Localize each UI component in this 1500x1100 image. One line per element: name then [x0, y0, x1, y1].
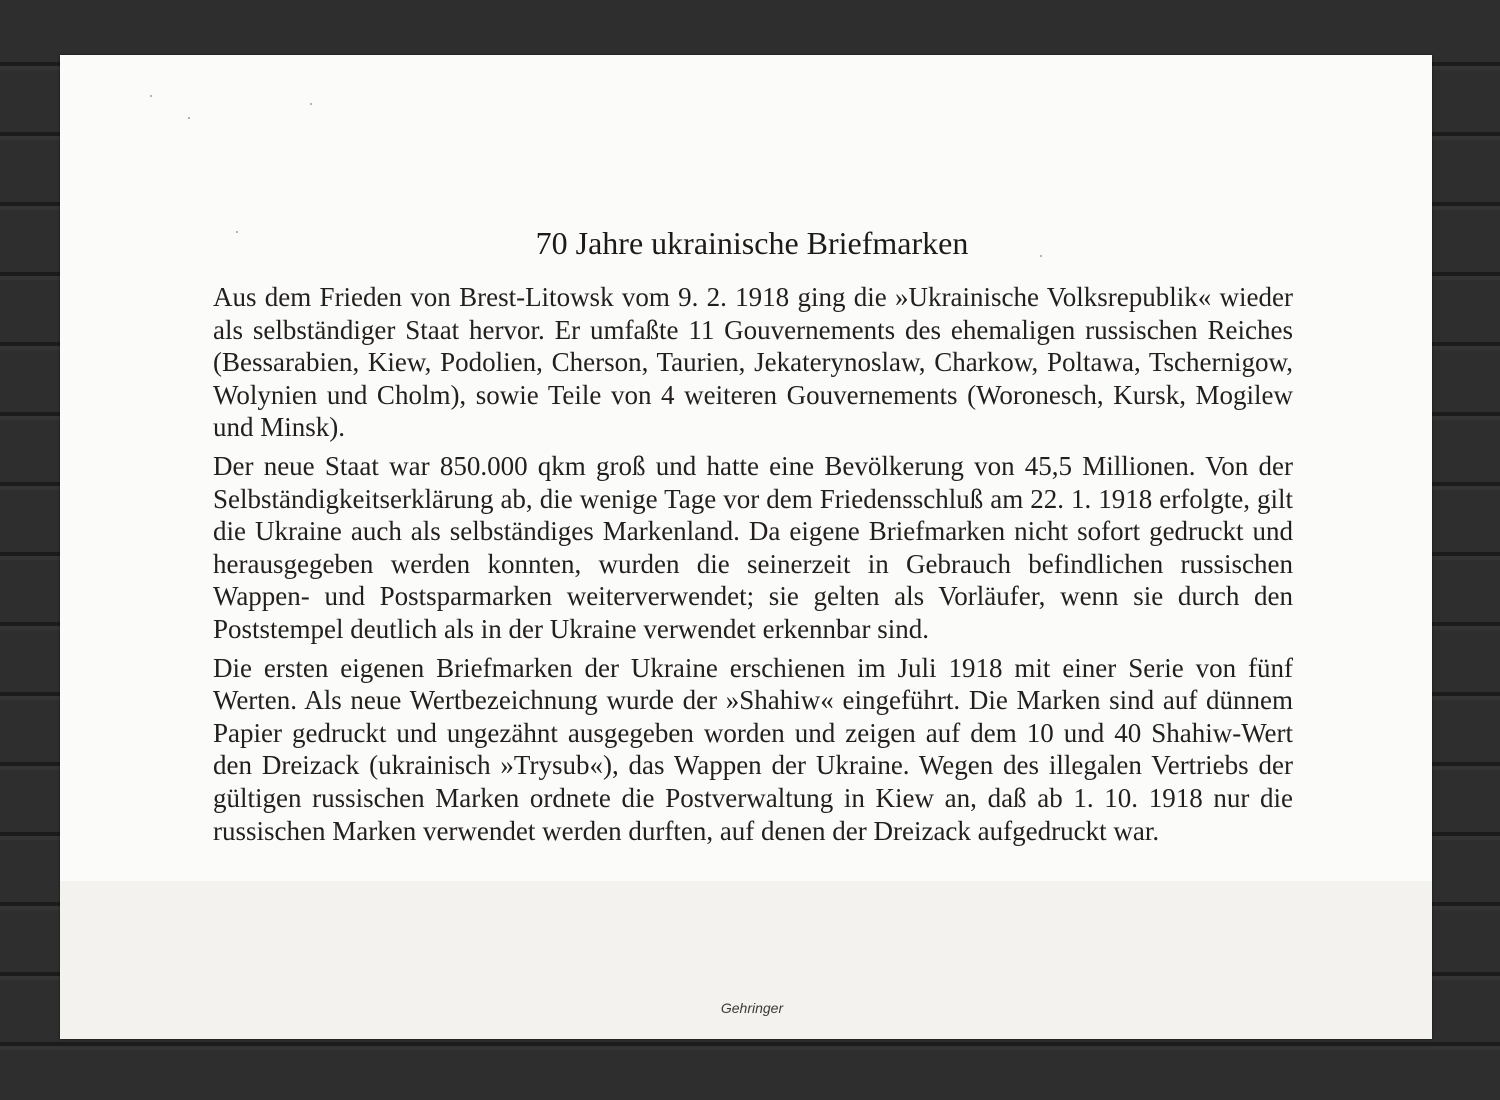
page-title: 70 Jahre ukrainische Briefmarken [535, 225, 969, 261]
paper-speck [310, 103, 312, 105]
paper-speck [150, 95, 152, 97]
body-text [213, 281, 1293, 853]
paragraph-1: Aus dem Frieden von Brest-Litowsk vom 9. 2. 1918 ging die »Ukrainische Volksrepublik« wieder als selbständiger Staat hervor. Er umfaßte 11 Gouvernements des ehemaligen russischen Reiches (Bessarabien, Kiew, Podolien, Cherson, Taurien, Jekaterynoslaw, Charkow, Poltawa, Tschernigow, Wolynien und Cholm), sowie Teile von 4 weiteren Gouvernements (Woronesch, Kursk, Mogilew und Minsk). [213, 282, 1293, 443]
paper-speck [188, 117, 190, 119]
imprint-credit: Gehringer [720, 1000, 784, 1016]
paragraph-3: Die ersten eigenen Briefmarken der Ukraine erschienen im Juli 1918 mit einer Serie von fünf Werten. Als neue Wertbezeichnung wurde der »Shahiw« eingeführt. Die Marken sind auf dünnem Papier gedruckt und ungezähnt ausgegeben worden und zeigen auf dem 10 und 40 Shahiw-Wert den Dreizack (ukrainisch »Trysub«), das Wappen der Ukraine. Wegen des illegalen Vertriebs der gültigen russischen Marken ordnete die Postverwaltung in Kiew an, daß ab 1. 10. 1918 nur die russischen Marken verwendet werden durften, auf denen der Dreizack aufgedruckt war. [213, 652, 1293, 846]
paragraph-2: Der neue Staat war 850.000 qkm groß und hatte eine Bevölkerung von 45,5 Millionen. Von der Selbständigkeitserklärung ab, die wenige Tage vor dem Friedensschluß am 22. 1. 1918 erfolgte, gilt die Ukraine auch als selbständiges Markenland. Da eigene Briefmarken nicht sofort gedruckt und herausgegeben werden konnten, wurden die seinerzeit in Gebrauch befindlichen russischen Wappen- und Postsparmarken weiterverwendet; sie gelten als Vorläufer, wenn sie durch den Poststempel deutlich als in der Ukraine verwendet erkennbar sind. [213, 450, 1293, 644]
info-card [60, 55, 1432, 1039]
